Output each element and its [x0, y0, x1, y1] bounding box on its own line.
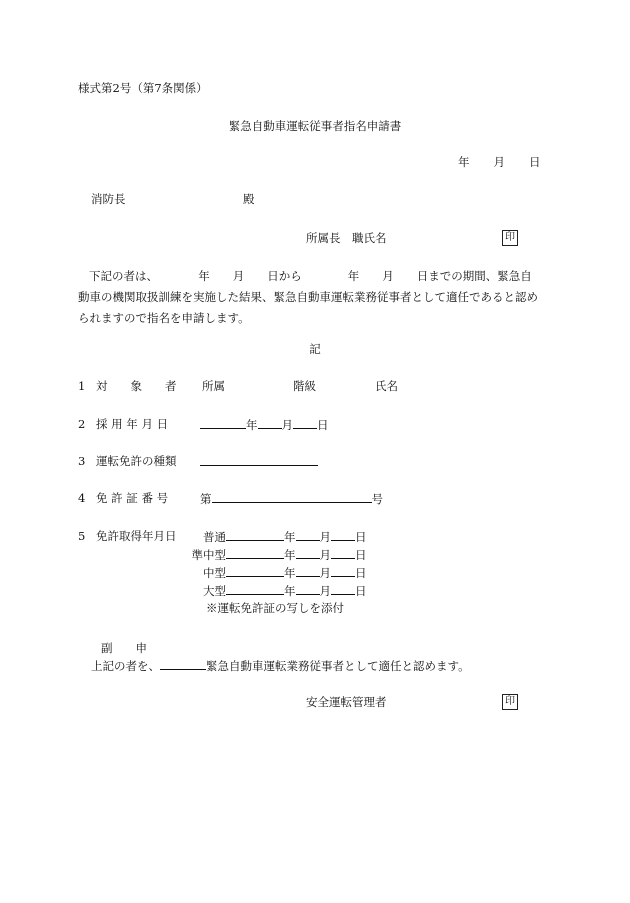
license-kind: 大型	[203, 584, 226, 598]
hire-date-field	[200, 417, 329, 432]
blank-line	[331, 547, 355, 559]
prefix-dai: 第	[200, 492, 212, 506]
document-title: 緊急自動車運転従事者指名申請書	[228, 119, 402, 133]
license-row-medium	[190, 565, 390, 580]
addressee-honorific: 殿	[243, 192, 255, 206]
blank-line	[293, 417, 317, 429]
unit-year: 年	[284, 530, 296, 544]
unit-month: 月	[281, 418, 293, 432]
blank-line	[212, 491, 372, 503]
blank-line	[226, 547, 284, 559]
request-line-3: られますので指名を申請します。	[78, 311, 250, 325]
field-rank: 階級	[293, 379, 316, 393]
addressee-label: 消防長	[91, 192, 126, 206]
blank-line	[226, 565, 284, 577]
item-number: 2	[78, 417, 86, 431]
applicant-label: 所属長 職氏名	[306, 231, 387, 245]
endorsement-text-before: 上記の者を、	[91, 659, 160, 673]
unit-day: 日	[355, 566, 367, 580]
request-line-1: 下記の者は、 年 月 日から 年 月 日までの期間、緊急自	[89, 269, 532, 283]
seal-mark: 印	[502, 230, 518, 246]
blank-line	[296, 565, 320, 577]
blank-line	[296, 547, 320, 559]
license-row-regular	[190, 529, 390, 544]
date-day: 日	[529, 155, 541, 169]
blank-line	[226, 583, 284, 595]
endorsement-heading: 副 申	[101, 641, 147, 655]
manager-label: 安全運転管理者	[306, 695, 387, 709]
date-year: 年	[458, 155, 470, 169]
unit-year: 年	[284, 584, 296, 598]
blank-line	[226, 529, 284, 541]
unit-day: 日	[355, 530, 367, 544]
unit-year: 年	[246, 418, 258, 432]
blank-line	[200, 454, 318, 466]
unit-day: 日	[355, 548, 367, 562]
unit-month: 月	[319, 530, 331, 544]
item-label: 免 許 証 番 号	[96, 491, 169, 505]
blank-line	[331, 583, 355, 595]
unit-month: 月	[319, 584, 331, 598]
seal-mark: 印	[502, 694, 518, 710]
license-kind: 普通	[203, 530, 226, 544]
request-paragraph	[78, 266, 553, 329]
date-month: 月	[493, 155, 505, 169]
license-kind: 準中型	[191, 548, 226, 562]
item-label: 対 象 者	[96, 379, 177, 393]
ki-heading: 記	[309, 342, 321, 356]
blank-line	[296, 529, 320, 541]
blank-line	[296, 583, 320, 595]
field-name: 氏名	[375, 379, 398, 393]
item-label: 免許取得年月日	[96, 529, 177, 543]
attachment-note: ※運転免許証の写しを添付	[206, 601, 344, 615]
item-number: 4	[78, 491, 86, 505]
suffix-go: 号	[371, 492, 383, 506]
unit-year: 年	[284, 548, 296, 562]
item-number: 3	[78, 454, 86, 468]
blank-line	[331, 565, 355, 577]
request-line-2: 動車の機関取扱訓練を実施した結果、緊急自動車運転業務従事者として適任であると認め	[78, 290, 538, 304]
blank-line	[200, 417, 246, 429]
license-kind: 中型	[203, 566, 226, 580]
item-label: 運転免許の種類	[96, 454, 177, 468]
unit-day: 日	[355, 584, 367, 598]
license-row-large	[190, 583, 390, 598]
item-number: 5	[78, 529, 86, 543]
unit-day: 日	[317, 418, 329, 432]
unit-month: 月	[319, 548, 331, 562]
endorsement-text	[91, 658, 470, 673]
unit-month: 月	[319, 566, 331, 580]
blank-line	[258, 417, 282, 429]
license-row-semi-medium	[190, 547, 390, 562]
unit-year: 年	[284, 566, 296, 580]
item-number: 1	[78, 379, 86, 393]
field-affiliation: 所属	[202, 379, 225, 393]
item-label: 採 用 年 月 日	[96, 417, 169, 431]
endorsement-text-after: 緊急自動車運転業務従事者として適任と認めます。	[206, 659, 470, 673]
license-number-field	[200, 491, 383, 506]
license-type-field	[200, 454, 318, 469]
blank-line	[331, 529, 355, 541]
date-line	[458, 155, 541, 169]
blank-line	[160, 658, 206, 670]
form-number: 様式第2号（第7条関係）	[78, 81, 208, 95]
